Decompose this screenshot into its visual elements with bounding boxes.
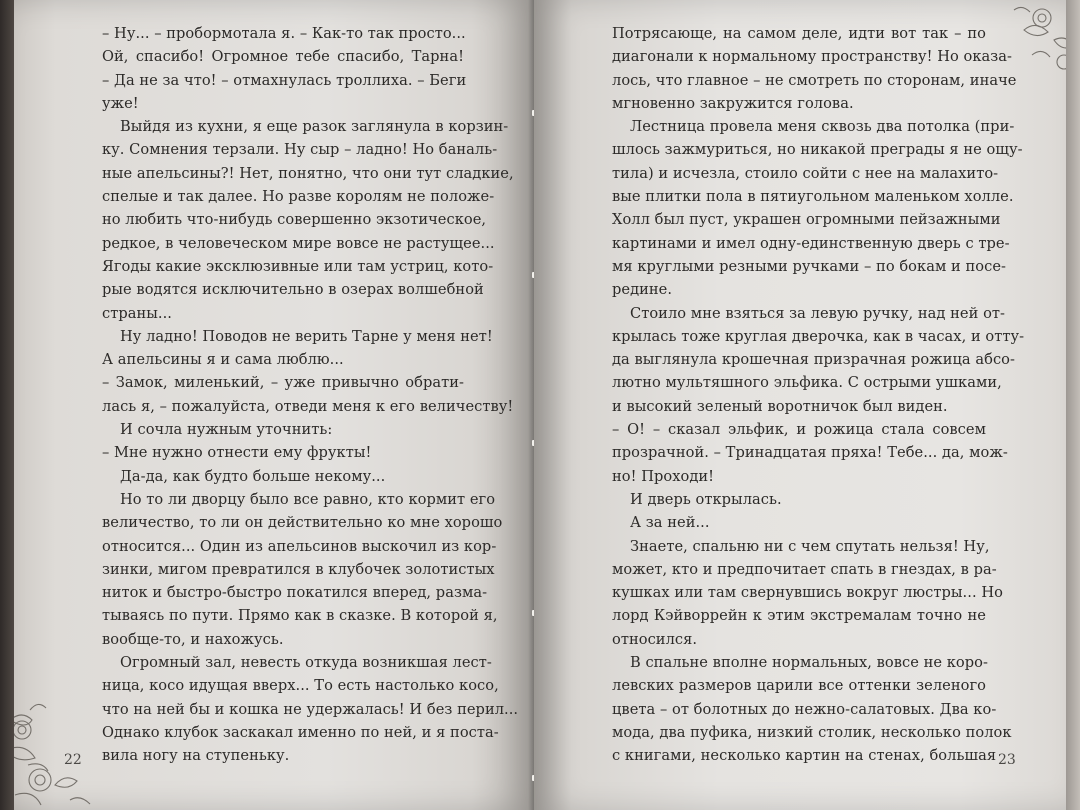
text-line: ку. Сомнения терзали. Ну сыр – ладно! Но баналь- bbox=[102, 141, 498, 159]
text-line: – Мне нужно отнести ему фрукты! bbox=[102, 444, 372, 462]
text-line: шлось зажмуриться, но никакой преграды я не ощу- bbox=[612, 141, 1023, 159]
text-line: И дверь открылась. bbox=[630, 490, 782, 508]
text-line: кушках или там свернувшись вокруг люстры... Но bbox=[612, 584, 1003, 602]
text-line: крылась тоже круглая дверочка, как в часах, и отту- bbox=[612, 327, 1025, 345]
text-line: что на ней бы и кошка не удержалась! И без перил... bbox=[102, 700, 519, 718]
text-line: относился. bbox=[612, 630, 698, 648]
text-line: Но то ли дворцу было все равно, кто кормит его bbox=[120, 490, 496, 508]
text-line: лось, что главное – не смотреть по сторонам, иначе bbox=[612, 71, 1017, 89]
text-line: Выйдя из кухни, я еще разок заглянула в корзин- bbox=[120, 118, 509, 136]
text-line: ница, косо идущая вверх... То есть настолько косо, bbox=[102, 677, 499, 695]
text-line: лютно мультяшного эльфика. С острыми ушками, bbox=[612, 374, 1002, 392]
text-line: Лестница провела меня сквозь два потолка (при- bbox=[630, 118, 1015, 136]
text-line: Потрясающе, на самом деле, идти вот так – по bbox=[612, 25, 986, 42]
text-line: – Замок, миленький, – уже привычно обрати- bbox=[102, 374, 464, 392]
text-line: ниток и быстро-быстро покатился вперед, разма- bbox=[102, 584, 488, 602]
text-line: тываясь по пути. Прямо как в сказке. В которой я, bbox=[102, 607, 498, 625]
text-line: Холл был пуст, украшен огромными пейзажными bbox=[612, 211, 1001, 229]
text-line: Огромный зал, невесть откуда возникшая лест- bbox=[120, 654, 492, 672]
text-line: вила ногу на ступеньку. bbox=[102, 747, 290, 765]
text-line: В спальне вполне нормальных, вовсе не коро- bbox=[630, 654, 988, 672]
text-line: мя круглыми резными ручками – по бокам и посе- bbox=[612, 257, 1007, 275]
text-line: величество, то ли он действительно ко мне хорошо bbox=[102, 514, 503, 532]
text-line: левских размеров царили все оттенки зеленого bbox=[612, 677, 986, 695]
text-line: спелые и так далее. Но разве королям не положе- bbox=[102, 188, 495, 206]
text-line: мода, два пуфика, низкий столик, несколько полок bbox=[612, 723, 1012, 741]
text-line: – Ну... – пробормотала я. – Как-то так просто... bbox=[102, 25, 466, 42]
text-line: – Да не за что! – отмахнулась троллиха. – Беги bbox=[102, 71, 467, 89]
text-line: Знаете, спальню ни с чем спутать нельзя! Ну, bbox=[630, 537, 990, 555]
text-line: Ну ладно! Поводов не верить Тарне у меня нет! bbox=[120, 327, 493, 345]
text-line: Однако клубок заскакал именно по ней, и я поста- bbox=[102, 723, 499, 741]
text-line: Да-да, как будто больше некому... bbox=[120, 467, 386, 485]
text-line: Ой, спасибо! Огромное тебе спасибо, Тарна! bbox=[102, 48, 464, 66]
text-line: страны... bbox=[102, 304, 172, 322]
text-line: И сочла нужным уточнить: bbox=[120, 421, 333, 439]
text-line: с книгами, несколько картин на стенах, большая bbox=[612, 747, 997, 765]
page-number-left: 22 bbox=[64, 752, 82, 768]
text-line: да выглянула крошечная призрачная рожица абсо- bbox=[612, 351, 1015, 369]
text-line: может, кто и предпочитает спать в гнездах, в ра- bbox=[612, 560, 997, 578]
text-line: редкое, в человеческом мире вовсе не растущее... bbox=[102, 234, 495, 252]
text-line: уже! bbox=[102, 94, 139, 112]
text-line: – О! – сказал эльфик, и рожица стала совсем bbox=[612, 421, 986, 439]
text-line: диагонали к нормальному пространству! Но оказа- bbox=[612, 48, 1013, 66]
text-line: Ягоды какие эксклюзивные или там устриц, кото- bbox=[102, 257, 494, 275]
text-line: зинки, мигом превратился в клубочек золотистых bbox=[102, 560, 495, 578]
text-line: цвета – от болотных до нежно-салатовых. Два ко- bbox=[612, 700, 997, 718]
text-line: лась я, – пожалуйста, отведи меня к его величеству! bbox=[102, 397, 514, 415]
text-line: А за ней... bbox=[630, 514, 710, 532]
text-line: относится... Один из апельсинов выскочил из кор- bbox=[102, 537, 497, 555]
book-page-edge bbox=[1066, 0, 1080, 810]
text-line: тила) и исчезла, стоило сойти с нее на малахито- bbox=[612, 164, 999, 182]
text-line: Стоило мне взяться за левую ручку, над ней от- bbox=[630, 304, 1006, 322]
text-line: лорд Кэйворрейн к этим экстремалам точно не bbox=[612, 607, 986, 625]
text-line: ные апельсины?! Нет, понятно, что они тут сладкие, bbox=[102, 164, 514, 182]
page-number-right: 23 bbox=[998, 752, 1016, 768]
text-line: прозрачной. – Тринадцатая пряха! Тебе... да, мож- bbox=[612, 444, 1008, 462]
text-line: вые плитки пола в пятиугольном маленьком холле. bbox=[612, 188, 1014, 206]
text-line: картинами и имел одну-единственную дверь с тре- bbox=[612, 234, 1010, 252]
text-line: но! Проходи! bbox=[612, 467, 715, 485]
left-page-text bbox=[102, 22, 519, 768]
text-line: рые водятся исключительно в озерах волшебной bbox=[102, 281, 484, 299]
text-line: вообще-то, и нахожусь. bbox=[102, 630, 284, 648]
text-line: А апельсины я и сама люблю... bbox=[102, 351, 344, 369]
text-line: но любить что-нибудь совершенно экзотическое, bbox=[102, 211, 487, 229]
text-line: редине. bbox=[612, 281, 673, 299]
text-line: и высокий зеленый воротничок был виден. bbox=[612, 397, 948, 415]
text-line: мгновенно закружится голова. bbox=[612, 94, 854, 112]
floral-ornament-icon bbox=[14, 690, 110, 810]
